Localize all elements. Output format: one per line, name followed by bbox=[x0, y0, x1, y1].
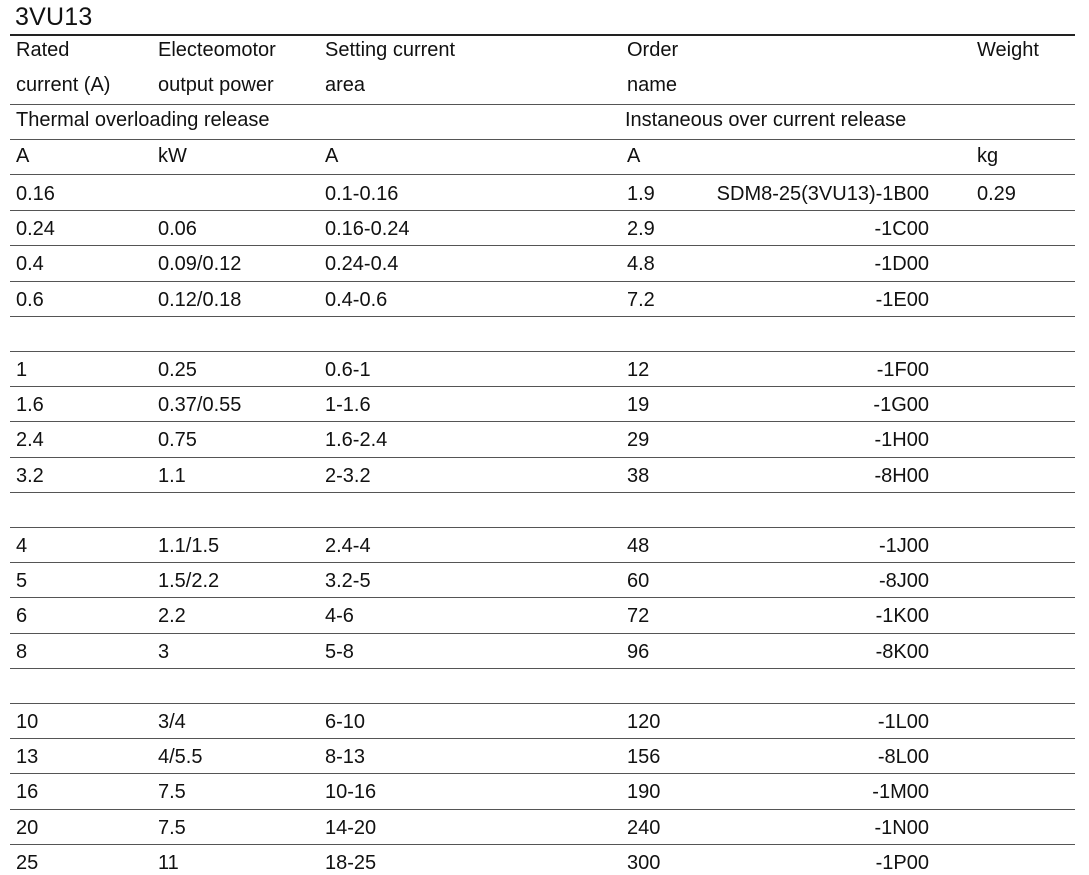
cell-rated-current: 6 bbox=[16, 605, 28, 627]
cell-setting-range: 0.4-0.6 bbox=[325, 289, 388, 311]
cell-order-name: -1C00 bbox=[874, 218, 929, 240]
cell-setting-range: 2-3.2 bbox=[325, 465, 371, 487]
cell-instant-current: 60 bbox=[627, 570, 650, 592]
row-divider bbox=[10, 562, 1075, 563]
unit-weight: kg bbox=[977, 145, 999, 167]
cell-order-name: SDM8-25(3VU13)-1B00 bbox=[716, 183, 929, 205]
cell-output-power: 0.75 bbox=[158, 429, 197, 451]
cell-rated-current: 1 bbox=[16, 359, 28, 381]
cell-setting-range: 3.2-5 bbox=[325, 570, 371, 592]
cell-output-power: 1.1 bbox=[158, 465, 186, 487]
cell-rated-current: 10 bbox=[16, 711, 39, 733]
cell-setting-range: 0.16-0.24 bbox=[325, 218, 410, 240]
cell-order-name: -1E00 bbox=[875, 289, 929, 311]
unit-instant: A bbox=[627, 145, 641, 167]
cell-order-name: -1N00 bbox=[874, 817, 929, 839]
group-divider bbox=[10, 351, 1075, 352]
cell-instant-current: 1.9 bbox=[627, 183, 655, 205]
row-divider bbox=[10, 245, 1075, 246]
table-top-rule bbox=[10, 34, 1075, 36]
cell-order-name: -1G00 bbox=[873, 394, 929, 416]
cell-rated-current: 1.6 bbox=[16, 394, 44, 416]
row-divider bbox=[10, 633, 1075, 634]
row-divider bbox=[10, 457, 1075, 458]
cell-order-name: -1J00 bbox=[878, 535, 929, 557]
cell-rated-current: 0.16 bbox=[16, 183, 55, 205]
cell-instant-current: 72 bbox=[627, 605, 650, 627]
header-divider bbox=[10, 104, 1075, 105]
header-bottom-rule bbox=[10, 174, 1075, 175]
cell-setting-range: 6-10 bbox=[325, 711, 366, 733]
cell-output-power: 4/5.5 bbox=[158, 746, 203, 768]
cell-order-name: -1P00 bbox=[875, 852, 929, 874]
cell-order-name: -1F00 bbox=[876, 359, 929, 381]
cell-rated-current: 0.24 bbox=[16, 218, 55, 240]
cell-setting-range: 1-1.6 bbox=[325, 394, 371, 416]
cell-output-power: 0.37/0.55 bbox=[158, 394, 242, 416]
cell-order-name: -8H00 bbox=[874, 465, 929, 487]
cell-instant-current: 19 bbox=[627, 394, 650, 416]
cell-instant-current: 12 bbox=[627, 359, 650, 381]
row-divider bbox=[10, 386, 1075, 387]
cell-instant-current: 190 bbox=[627, 781, 661, 803]
cell-instant-current: 48 bbox=[627, 535, 650, 557]
cell-weight: 0.29 bbox=[977, 183, 1016, 205]
cell-rated-current: 3.2 bbox=[16, 465, 44, 487]
cell-instant-current: 300 bbox=[627, 852, 661, 874]
cell-instant-current: 7.2 bbox=[627, 289, 655, 311]
cell-setting-range: 8-13 bbox=[325, 746, 366, 768]
cell-instant-current: 2.9 bbox=[627, 218, 655, 240]
cell-output-power: 1.5/2.2 bbox=[158, 570, 220, 592]
cell-instant-current: 38 bbox=[627, 465, 650, 487]
cell-output-power: 11 bbox=[158, 852, 179, 874]
cell-order-name: -8J00 bbox=[878, 570, 929, 592]
cell-instant-current: 156 bbox=[627, 746, 661, 768]
cell-instant-current: 120 bbox=[627, 711, 661, 733]
row-divider bbox=[10, 492, 1075, 493]
header-order-sub: name bbox=[627, 74, 678, 96]
group-divider bbox=[10, 703, 1075, 704]
cell-output-power: 1.1/1.5 bbox=[158, 535, 220, 557]
row-divider bbox=[10, 210, 1075, 211]
cell-output-power: 2.2 bbox=[158, 605, 186, 627]
cell-rated-current: 0.4 bbox=[16, 253, 44, 275]
cell-output-power: 3 bbox=[158, 641, 170, 663]
cell-setting-range: 0.1-0.16 bbox=[325, 183, 399, 205]
unit-setting: A bbox=[325, 145, 339, 167]
cell-setting-range: 18-25 bbox=[325, 852, 377, 874]
header-divider bbox=[10, 139, 1075, 140]
cell-order-name: -8K00 bbox=[875, 641, 929, 663]
cell-output-power: 7.5 bbox=[158, 817, 186, 839]
cell-setting-range: 10-16 bbox=[325, 781, 377, 803]
cell-rated-current: 4 bbox=[16, 535, 28, 557]
cell-order-name: -1K00 bbox=[875, 605, 929, 627]
cell-output-power: 0.25 bbox=[158, 359, 197, 381]
cell-setting-range: 5-8 bbox=[325, 641, 354, 663]
cell-output-power: 7.5 bbox=[158, 781, 186, 803]
unit-rated: A bbox=[16, 145, 30, 167]
cell-rated-current: 0.6 bbox=[16, 289, 44, 311]
cell-setting-range: 1.6-2.4 bbox=[325, 429, 388, 451]
cell-instant-current: 4.8 bbox=[627, 253, 655, 275]
cell-rated-current: 2.4 bbox=[16, 429, 44, 451]
row-divider bbox=[10, 773, 1075, 774]
cell-rated-current: 16 bbox=[16, 781, 39, 803]
header-rated: Rated bbox=[16, 39, 70, 61]
page-title: 3VU13 bbox=[15, 3, 93, 31]
cell-rated-current: 20 bbox=[16, 817, 39, 839]
cell-order-name: -1M00 bbox=[872, 781, 929, 803]
row-divider bbox=[10, 668, 1075, 669]
header-power: Electeomotor bbox=[158, 39, 276, 61]
header-thermal: Thermal overloading release bbox=[16, 109, 270, 131]
row-divider bbox=[10, 844, 1075, 845]
cell-setting-range: 2.4-4 bbox=[325, 535, 371, 557]
row-divider bbox=[10, 809, 1075, 810]
cell-rated-current: 5 bbox=[16, 570, 28, 592]
header-setting: Setting current bbox=[325, 39, 456, 61]
cell-rated-current: 8 bbox=[16, 641, 28, 663]
cell-setting-range: 4-6 bbox=[325, 605, 354, 627]
cell-instant-current: 240 bbox=[627, 817, 661, 839]
cell-setting-range: 0.24-0.4 bbox=[325, 253, 399, 275]
cell-order-name: -1D00 bbox=[874, 253, 929, 275]
cell-setting-range: 0.6-1 bbox=[325, 359, 371, 381]
cell-output-power: 0.12/0.18 bbox=[158, 289, 242, 311]
cell-order-name: -1L00 bbox=[877, 711, 929, 733]
header-weight: Weight bbox=[977, 39, 1039, 61]
cell-order-name: -1H00 bbox=[874, 429, 929, 451]
cell-output-power: 0.09/0.12 bbox=[158, 253, 242, 275]
unit-power: kW bbox=[158, 145, 187, 167]
row-divider bbox=[10, 281, 1075, 282]
row-divider bbox=[10, 316, 1075, 317]
cell-order-name: -8L00 bbox=[877, 746, 929, 768]
cell-instant-current: 96 bbox=[627, 641, 650, 663]
row-divider bbox=[10, 421, 1075, 422]
cell-rated-current: 25 bbox=[16, 852, 39, 874]
header-power-sub: output power bbox=[158, 74, 274, 96]
group-divider bbox=[10, 527, 1075, 528]
cell-output-power: 3/4 bbox=[158, 711, 186, 733]
row-divider bbox=[10, 738, 1075, 739]
header-setting-sub: area bbox=[325, 74, 366, 96]
row-divider bbox=[10, 597, 1075, 598]
cell-rated-current: 13 bbox=[16, 746, 39, 768]
cell-output-power: 0.06 bbox=[158, 218, 197, 240]
cell-instant-current: 29 bbox=[627, 429, 650, 451]
header-instantaneous: Instaneous over current release bbox=[625, 109, 907, 131]
header-rated-sub: current (A) bbox=[16, 74, 111, 96]
header-order: Order bbox=[627, 39, 679, 61]
cell-setting-range: 14-20 bbox=[325, 817, 377, 839]
